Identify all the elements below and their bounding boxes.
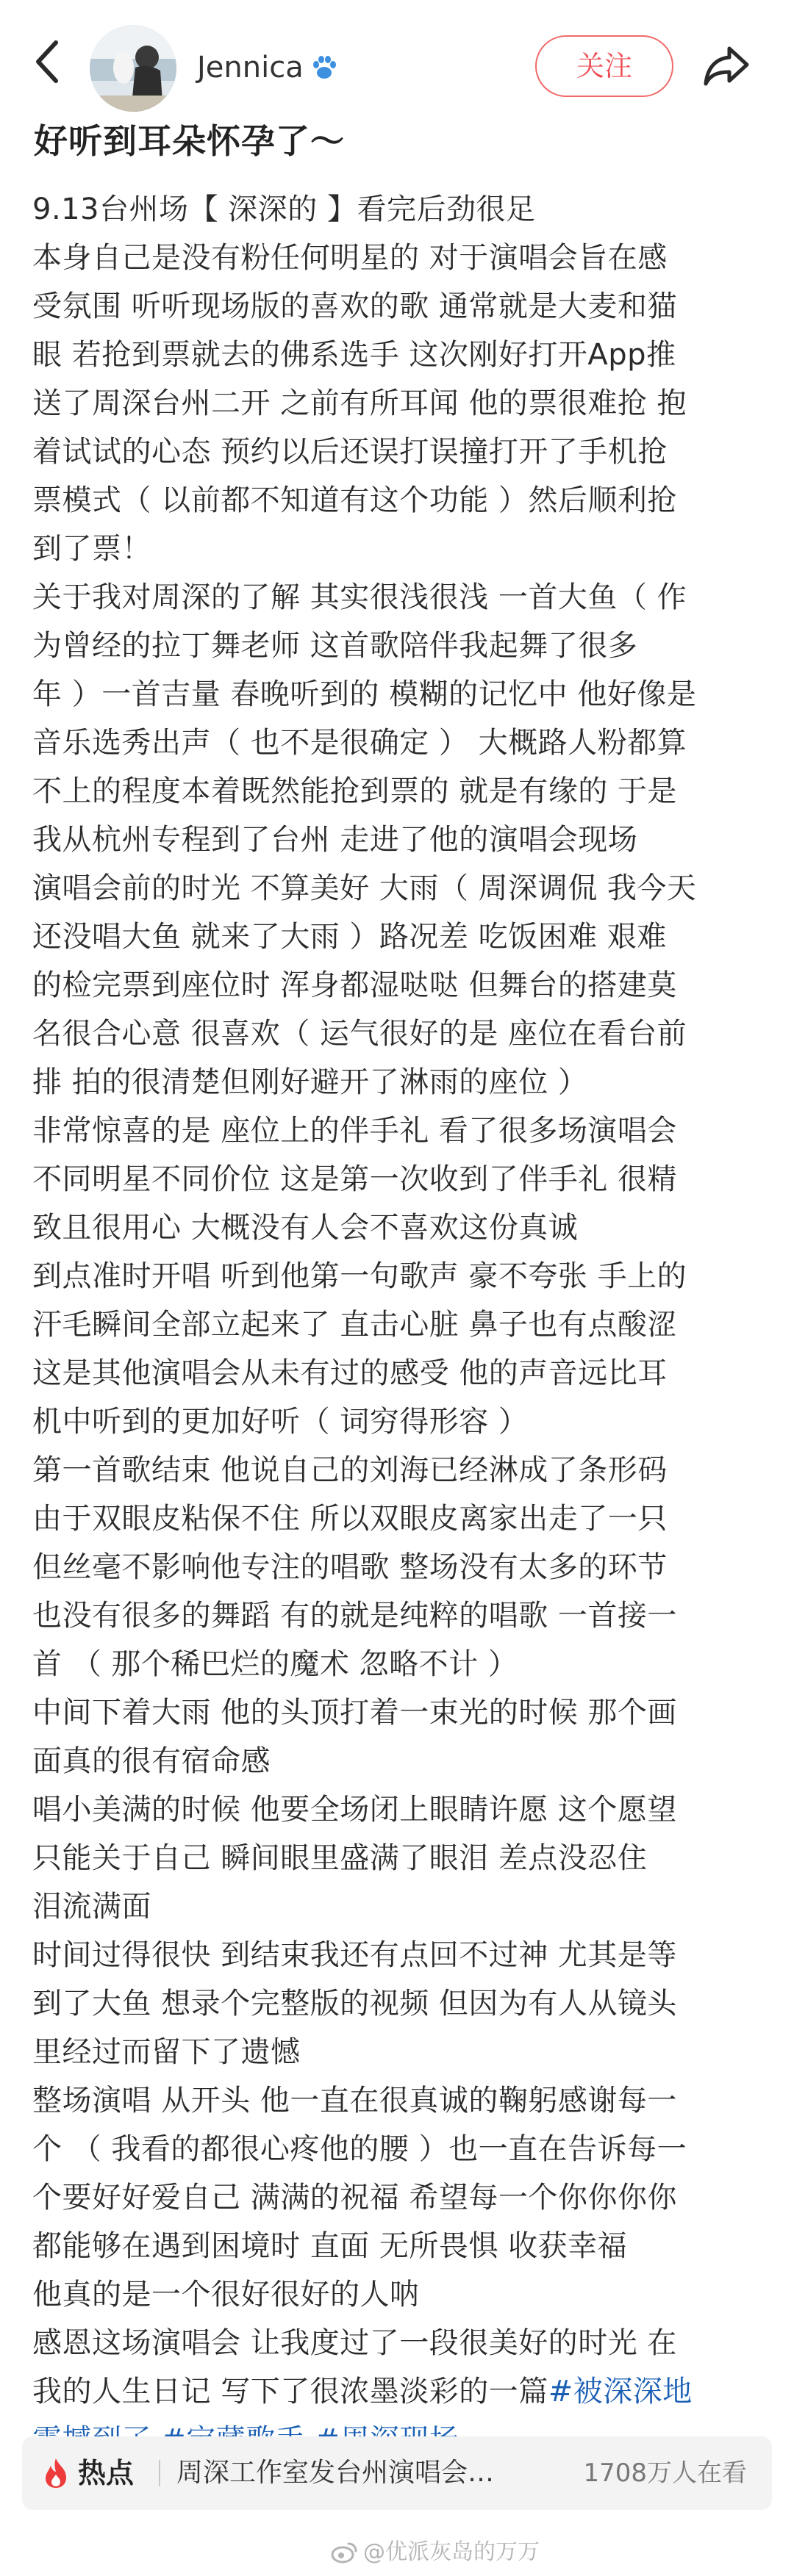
chevron-left-icon: [32, 38, 62, 88]
body-line: 这是其他演唱会从未有过的感受 他的声音远比耳: [32, 1356, 668, 1390]
body-line: 首 （ 那个稀巴烂的魔术 忽略不计 ）: [32, 1647, 518, 1681]
body-line: 音乐选秀出声（ 也不是很确定 ） 大概路人粉都算: [32, 726, 687, 760]
body-line-with-tag: [32, 2367, 768, 2416]
author-name-area[interactable]: [197, 46, 339, 90]
body-line: 9.13台州场【 深深的 】看完后劲很足: [32, 193, 536, 226]
body-line: 汗毛瞬间全部立起来了 直击心脏 鼻子也有点酸涩: [32, 1308, 677, 1342]
body-line: 机中听到的更加好听（ 词穷得形容 ）: [32, 1405, 529, 1439]
body-line: 个要好好爱自己 满满的祝福 希望每一个你你你你: [32, 2181, 677, 2215]
hot-view-count: 1708万人在看: [583, 2458, 747, 2488]
body-line: 的检完票到座位时 浑身都湿哒哒 但舞台的搭建莫: [32, 968, 677, 1002]
body-line: 只能关于自己 瞬间眼里盛满了眼泪 差点没忍住: [32, 1841, 648, 1875]
body-line: 泪流满面: [32, 1890, 151, 1924]
back-button[interactable]: [26, 35, 68, 91]
hot-label: 热点: [78, 2457, 135, 2489]
body-line: 受氛围 听听现场版的喜欢的歌 通常就是大麦和猫: [32, 289, 677, 323]
post-body: [32, 185, 768, 2464]
body-line: 不同明星不同价位 这是第一次收到了伴手礼 很精: [32, 1162, 677, 1196]
body-line: 第一首歌结束 他说自己的刘海已经淋成了条形码: [32, 1453, 668, 1487]
follow-button[interactable]: 关注: [535, 35, 673, 97]
body-line: 着试试的心态 预约以后还误打误撞打开了手机抢: [32, 435, 668, 469]
body-line: 但丝毫不影响他专注的唱歌 整场没有太多的环节: [32, 1550, 668, 1584]
paw-icon: [310, 53, 339, 82]
hashtag-link[interactable]: #被深深地: [548, 2375, 693, 2408]
body-line: 名很合心意 很喜欢（ 运气很好的是 座位在看台前: [32, 1017, 687, 1051]
body-line: 演唱会前的时光 不算美好 大雨（ 周深调侃 我今天: [32, 871, 697, 905]
body-line: 关于我对周深的了解 其实很浅很浅 一首大鱼（ 作: [32, 580, 687, 614]
hot-topic-bar[interactable]: [22, 2436, 772, 2510]
body-line: 个 （ 我看的都很心疼他的腰 ）也一直在告诉每一: [32, 2132, 687, 2166]
body-line: 中间下着大雨 他的头顶打着一束光的时候 那个画: [32, 1696, 677, 1730]
body-line: 不上的程度本着既然能抢到票的 就是有缘的 于是: [32, 774, 677, 808]
body-line: 都能够在遇到困境时 直面 无所畏惧 收获幸福: [32, 2229, 628, 2263]
body-line: 感恩这场演唱会 让我度过了一段很美好的时光 在: [32, 2326, 677, 2360]
author-name: Jennica: [197, 51, 304, 84]
post-title: 好听到耳朵怀孕了～: [34, 121, 345, 161]
body-line: 他真的是一个很好很好的人呐: [32, 2278, 420, 2311]
divider: [159, 2460, 160, 2486]
body-line: 唱小美满的时候 他要全场闭上眼睛许愿 这个愿望: [32, 1793, 677, 1827]
share-button[interactable]: [698, 40, 754, 96]
body-line: 排 拍的很清楚但刚好避开了淋雨的座位 ）: [32, 1065, 588, 1099]
fire-icon: [43, 2457, 69, 2489]
body-line: 致且很用心 大概没有人会不喜欢这份真诚: [32, 1211, 579, 1245]
body-line: 眼 若抢到票就去的佛系选手 这次刚好打开App推: [32, 338, 676, 372]
body-line: 由于双眼皮粘保不住 所以双眼皮离家出走了一只: [32, 1502, 668, 1536]
share-icon: [701, 44, 751, 91]
body-line: 为曾经的拉丁舞老师 这首歌陪伴我起舞了很多: [32, 629, 638, 663]
body-line: 面真的很有宿命感: [32, 1744, 271, 1778]
watermark-text: @优派灰岛的万万: [363, 2539, 540, 2565]
avatar[interactable]: [90, 25, 176, 112]
body-line: 票模式（ 以前都不知道有这个功能 ）然后顺利抢: [32, 483, 677, 517]
body-line: 本身自己是没有粉任何明星的 对于演唱会旨在感: [32, 241, 668, 275]
body-line: 也没有很多的舞蹈 有的就是纯粹的唱歌 一首接一: [32, 1599, 677, 1633]
watermark: [331, 2536, 540, 2569]
post-header: [0, 0, 794, 123]
body-line: 到了大鱼 想录个完整版的视频 但因为有人从镜头: [32, 1987, 677, 2021]
body-line: 到点准时开唱 听到他第一句歌声 豪不夸张 手上的: [32, 1259, 687, 1293]
hot-topic-title: 周深工作室发台州演唱会…: [176, 2458, 495, 2488]
body-line: 年 ）一首吉量 春晚听到的 模糊的记忆中 他好像是: [32, 677, 697, 711]
body-line: 里经过而留下了遗憾: [32, 2035, 301, 2069]
body-line: 整场演唱 从开头 他一直在很真诚的鞠躬感谢每一: [32, 2084, 677, 2118]
body-line: 到了票！: [32, 532, 151, 566]
body-line: 还没唱大鱼 就来了大雨 ）路况差 吃饭困难 艰难: [32, 920, 667, 954]
body-line: 时间过得很快 到结束我还有点回不过神 尤其是等: [32, 1938, 677, 1972]
body-line: 送了周深台州二开 之前有所耳闻 他的票很难抢 抱: [32, 386, 687, 420]
body-line: 我从杭州专程到了台州 走进了他的演唱会现场: [32, 823, 638, 857]
body-line: 非常惊喜的是 座位上的伴手礼 看了很多场演唱会: [32, 1114, 677, 1148]
body-line-text: 我的人生日记 写下了很浓墨淡彩的一篇: [32, 2375, 548, 2408]
weibo-logo-icon: [331, 2541, 357, 2564]
